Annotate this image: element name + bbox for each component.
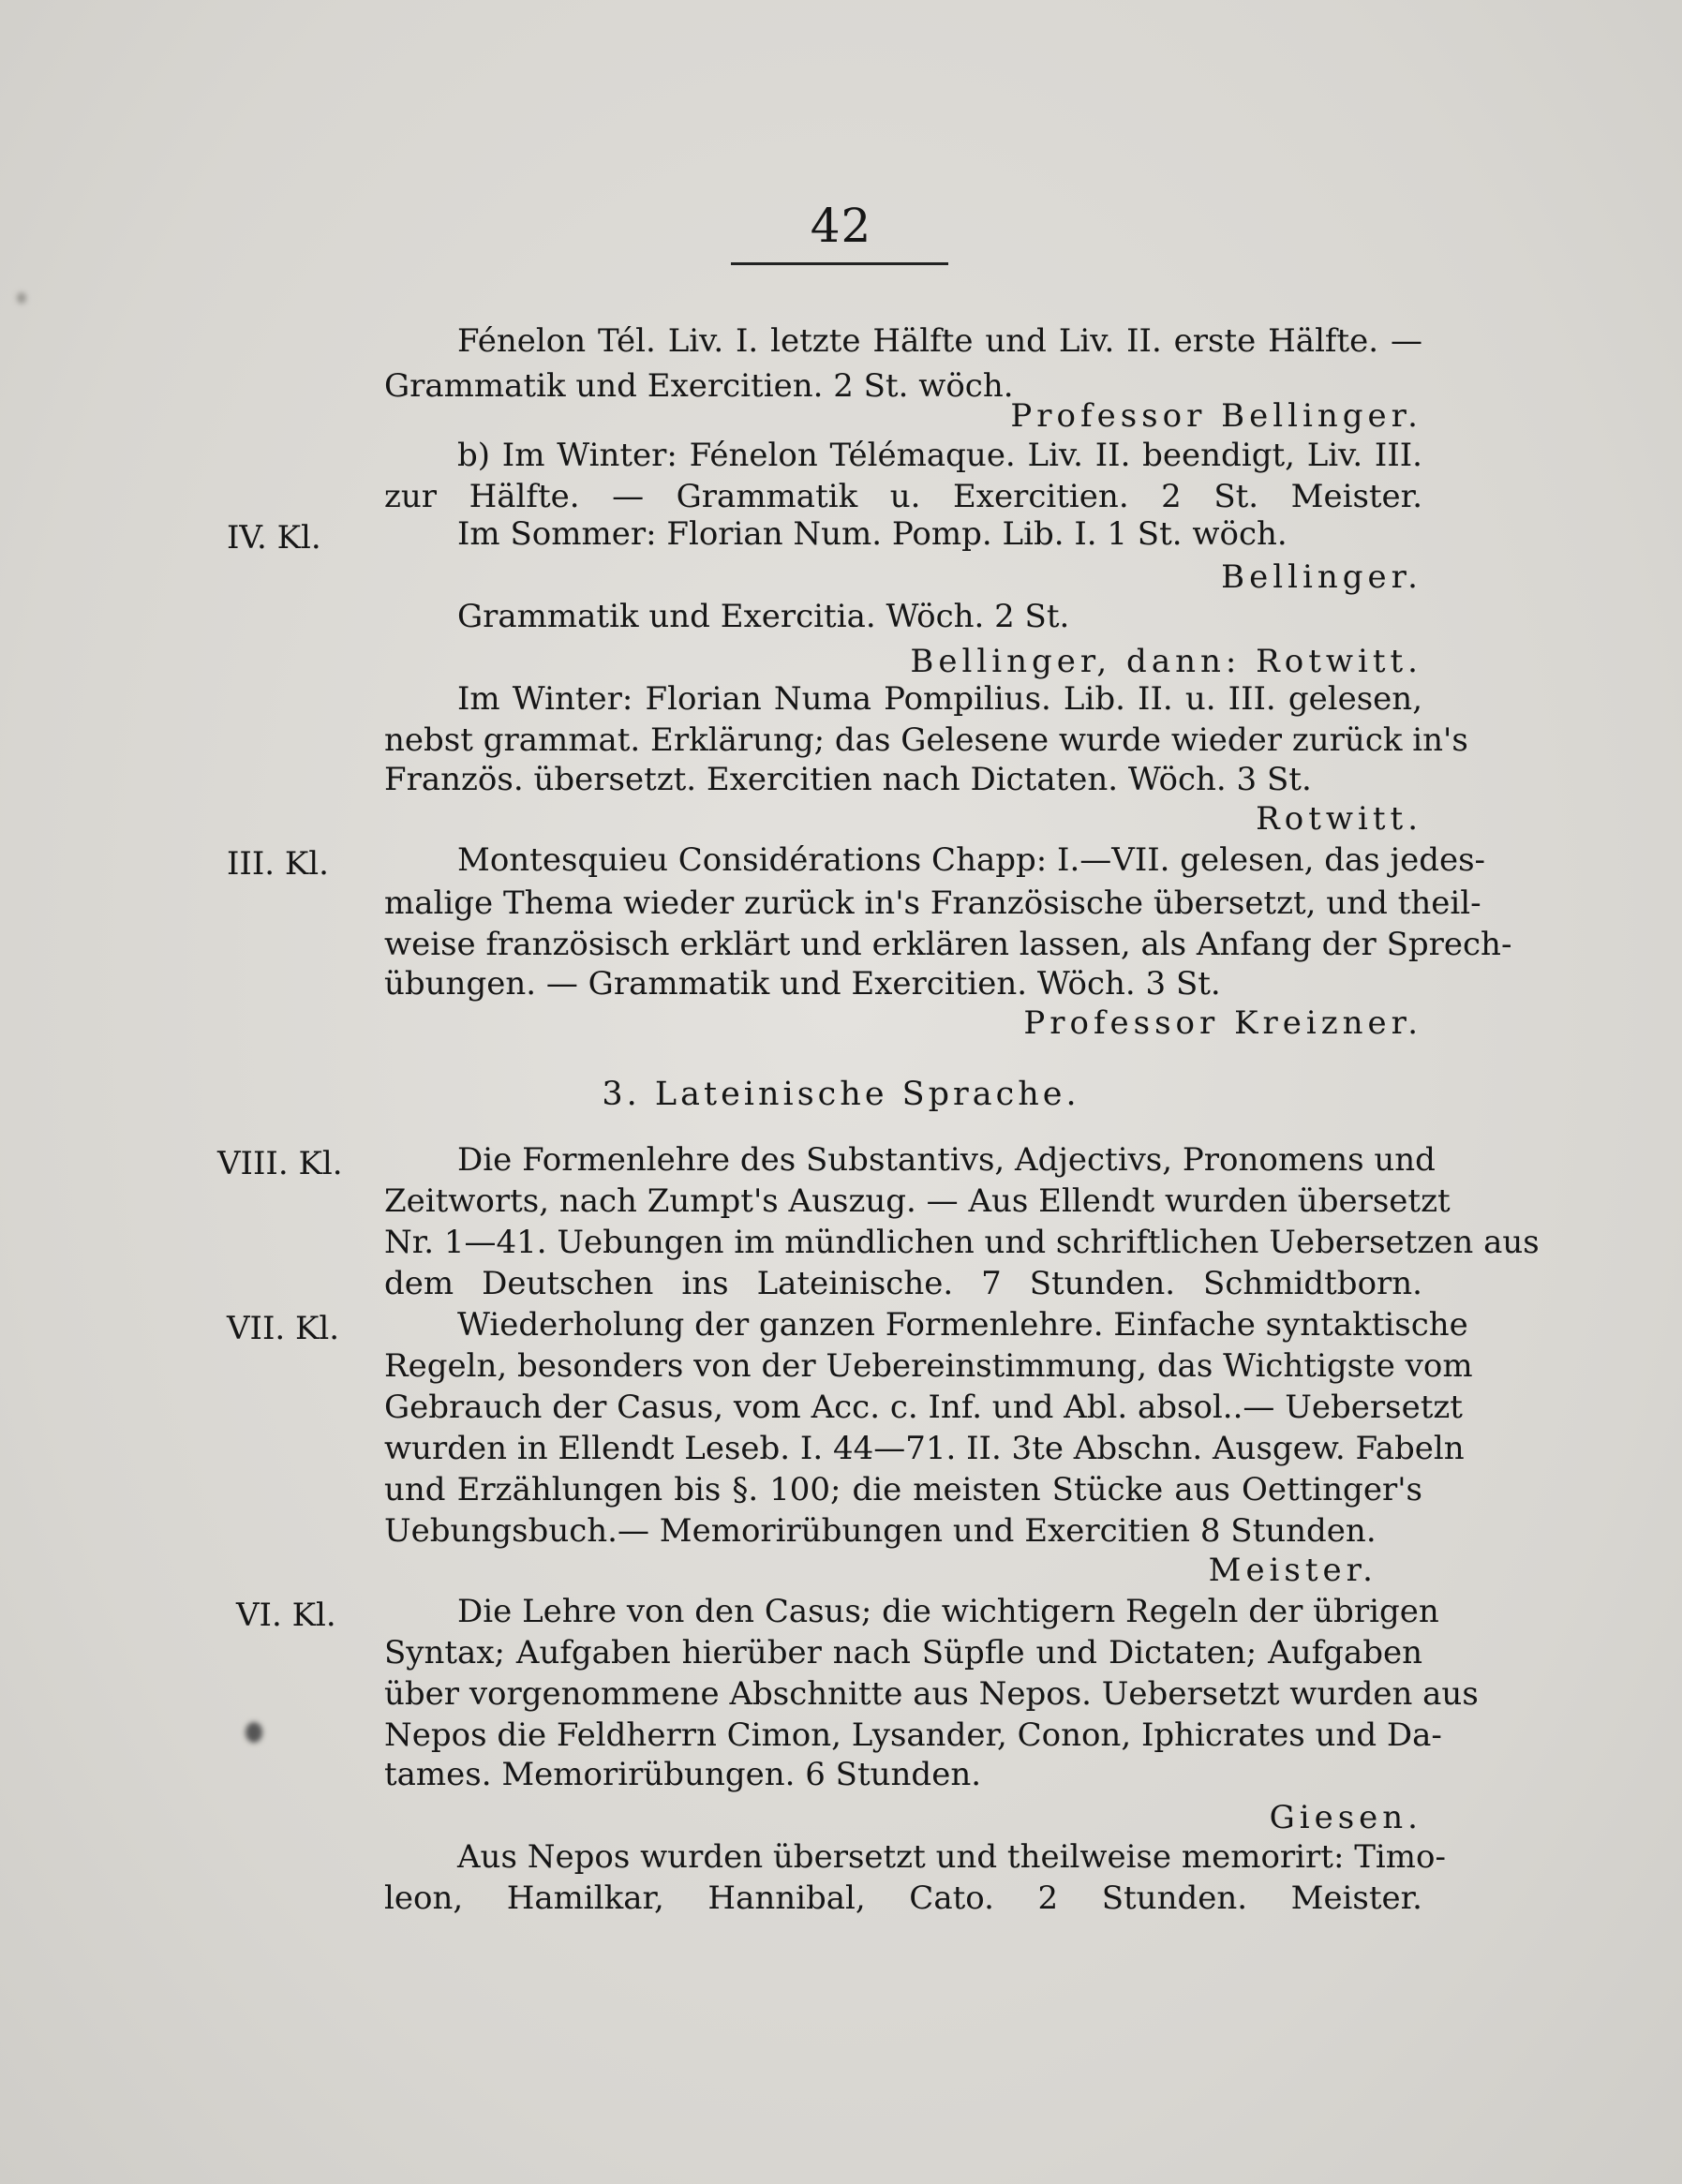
text-line: Montesquieu Considérations Chapp: I.—VII. gelesen, das jedes- — [457, 841, 1486, 879]
paper-speck — [17, 292, 26, 304]
class-label: III. Kl. — [227, 845, 329, 883]
text-line: Grammatik und Exercitia. Wöch. 2 St. — [457, 598, 1070, 635]
text-line: leon, Hamilkar, Hannibal, Cato. 2 Stunden. Meister. — [384, 1879, 1422, 1917]
text-line: tames. Memorirübungen. 6 Stunden. — [384, 1756, 982, 1793]
text-line: über vorgenommene Abschnitte aus Nepos. Uebersetzt wurden aus — [384, 1675, 1479, 1713]
text-line: Die Formenlehre des Substantivs, Adjectivs, Pronomens und — [457, 1141, 1436, 1179]
teacher-name: Giesen. — [1269, 1799, 1422, 1836]
text-line: Französ. übersetzt. Exercitien nach Dictaten. Wöch. 3 St. — [384, 761, 1312, 798]
class-label: VIII. Kl. — [217, 1145, 343, 1182]
text-line: Zeitworts, nach Zumpt's Auszug. — Aus Ellendt wurden übersetzt — [384, 1182, 1451, 1220]
class-label: VI. Kl. — [236, 1597, 336, 1634]
teacher-name: Professor Bellinger. — [1010, 397, 1422, 435]
text-line: und Erzählungen bis §. 100; die meisten Stücke aus Oettinger's — [384, 1471, 1422, 1508]
text-line: Nepos die Feldherrn Cimon, Lysander, Conon, Iphicrates und Da- — [384, 1716, 1442, 1754]
text-line: wurden in Ellendt Leseb. I. 44—71. II. 3te Abschn. Ausgew. Fabeln — [384, 1430, 1465, 1467]
text-line: Wiederholung der ganzen Formenlehre. Einfache syntaktische — [457, 1306, 1468, 1344]
text-line: Die Lehre von den Casus; die wichtigern Regeln der übrigen — [457, 1593, 1439, 1630]
text-line: Im Winter: Florian Numa Pompilius. Lib. II. u. III. gelesen, — [457, 680, 1422, 718]
text-line: übungen. — Grammatik und Exercitien. Wöch. 3 St. — [384, 965, 1221, 1003]
text-line: Im Sommer: Florian Num. Pomp. Lib. I. 1 St. wöch. — [457, 515, 1288, 553]
section-heading: 3. Lateinische Sprache. — [602, 1076, 1080, 1113]
text-line: Regeln, besonders von der Uebereinstimmung, das Wichtigste vom — [384, 1347, 1473, 1385]
paper-speck — [246, 1722, 262, 1743]
teacher-name: Bellinger, dann: Rotwitt. — [910, 643, 1422, 680]
teacher-name: Bellinger. — [1221, 558, 1422, 596]
teacher-name: Meister. — [1208, 1552, 1377, 1589]
text-line: malige Thema wieder zurück in's Französische übersetzt, und theil- — [384, 884, 1481, 922]
text-line: Uebungsbuch.— Memorirübungen und Exercitien 8 Stunden. — [384, 1512, 1377, 1550]
text-line: dem Deutschen ins Lateinische. 7 Stunden. Schmidtborn. — [384, 1265, 1422, 1302]
text-line: zur Hälfte. — Grammatik u. Exercitien. 2 St. Meister. — [384, 478, 1422, 515]
text-line: nebst grammat. Erklärung; das Gelesene wurde wieder zurück in's — [384, 721, 1468, 759]
text-line: Gebrauch der Casus, vom Acc. c. Inf. und Abl. absol..— Uebersetzt — [384, 1389, 1463, 1426]
text-line: Aus Nepos wurden übersetzt und theilweise memorirt: Timo- — [457, 1838, 1446, 1876]
text-line: Fénelon Tél. Liv. I. letzte Hälfte und Liv. II. erste Hälfte. — — [457, 322, 1422, 360]
page-number: 42 — [810, 199, 872, 253]
text-line: Grammatik und Exercitien. 2 St. wöch. — [384, 367, 1014, 405]
text-line: Nr. 1—41. Uebungen im mündlichen und schriftlichen Uebersetzen aus — [384, 1224, 1540, 1261]
class-label: IV. Kl. — [227, 519, 321, 557]
text-line: Syntax; Aufgaben hierüber nach Süpfle und Dictaten; Aufgaben — [384, 1634, 1422, 1671]
text-line: b) Im Winter: Fénelon Télémaque. Liv. II. beendigt, Liv. III. — [457, 437, 1422, 474]
text-line: weise französisch erklärt und erklären lassen, als Anfang der Sprech- — [384, 926, 1512, 963]
teacher-name: Professor Kreizner. — [1023, 1004, 1422, 1042]
class-label: VII. Kl. — [227, 1310, 340, 1347]
teacher-name: Rotwitt. — [1256, 800, 1422, 838]
header-rule — [731, 262, 948, 265]
